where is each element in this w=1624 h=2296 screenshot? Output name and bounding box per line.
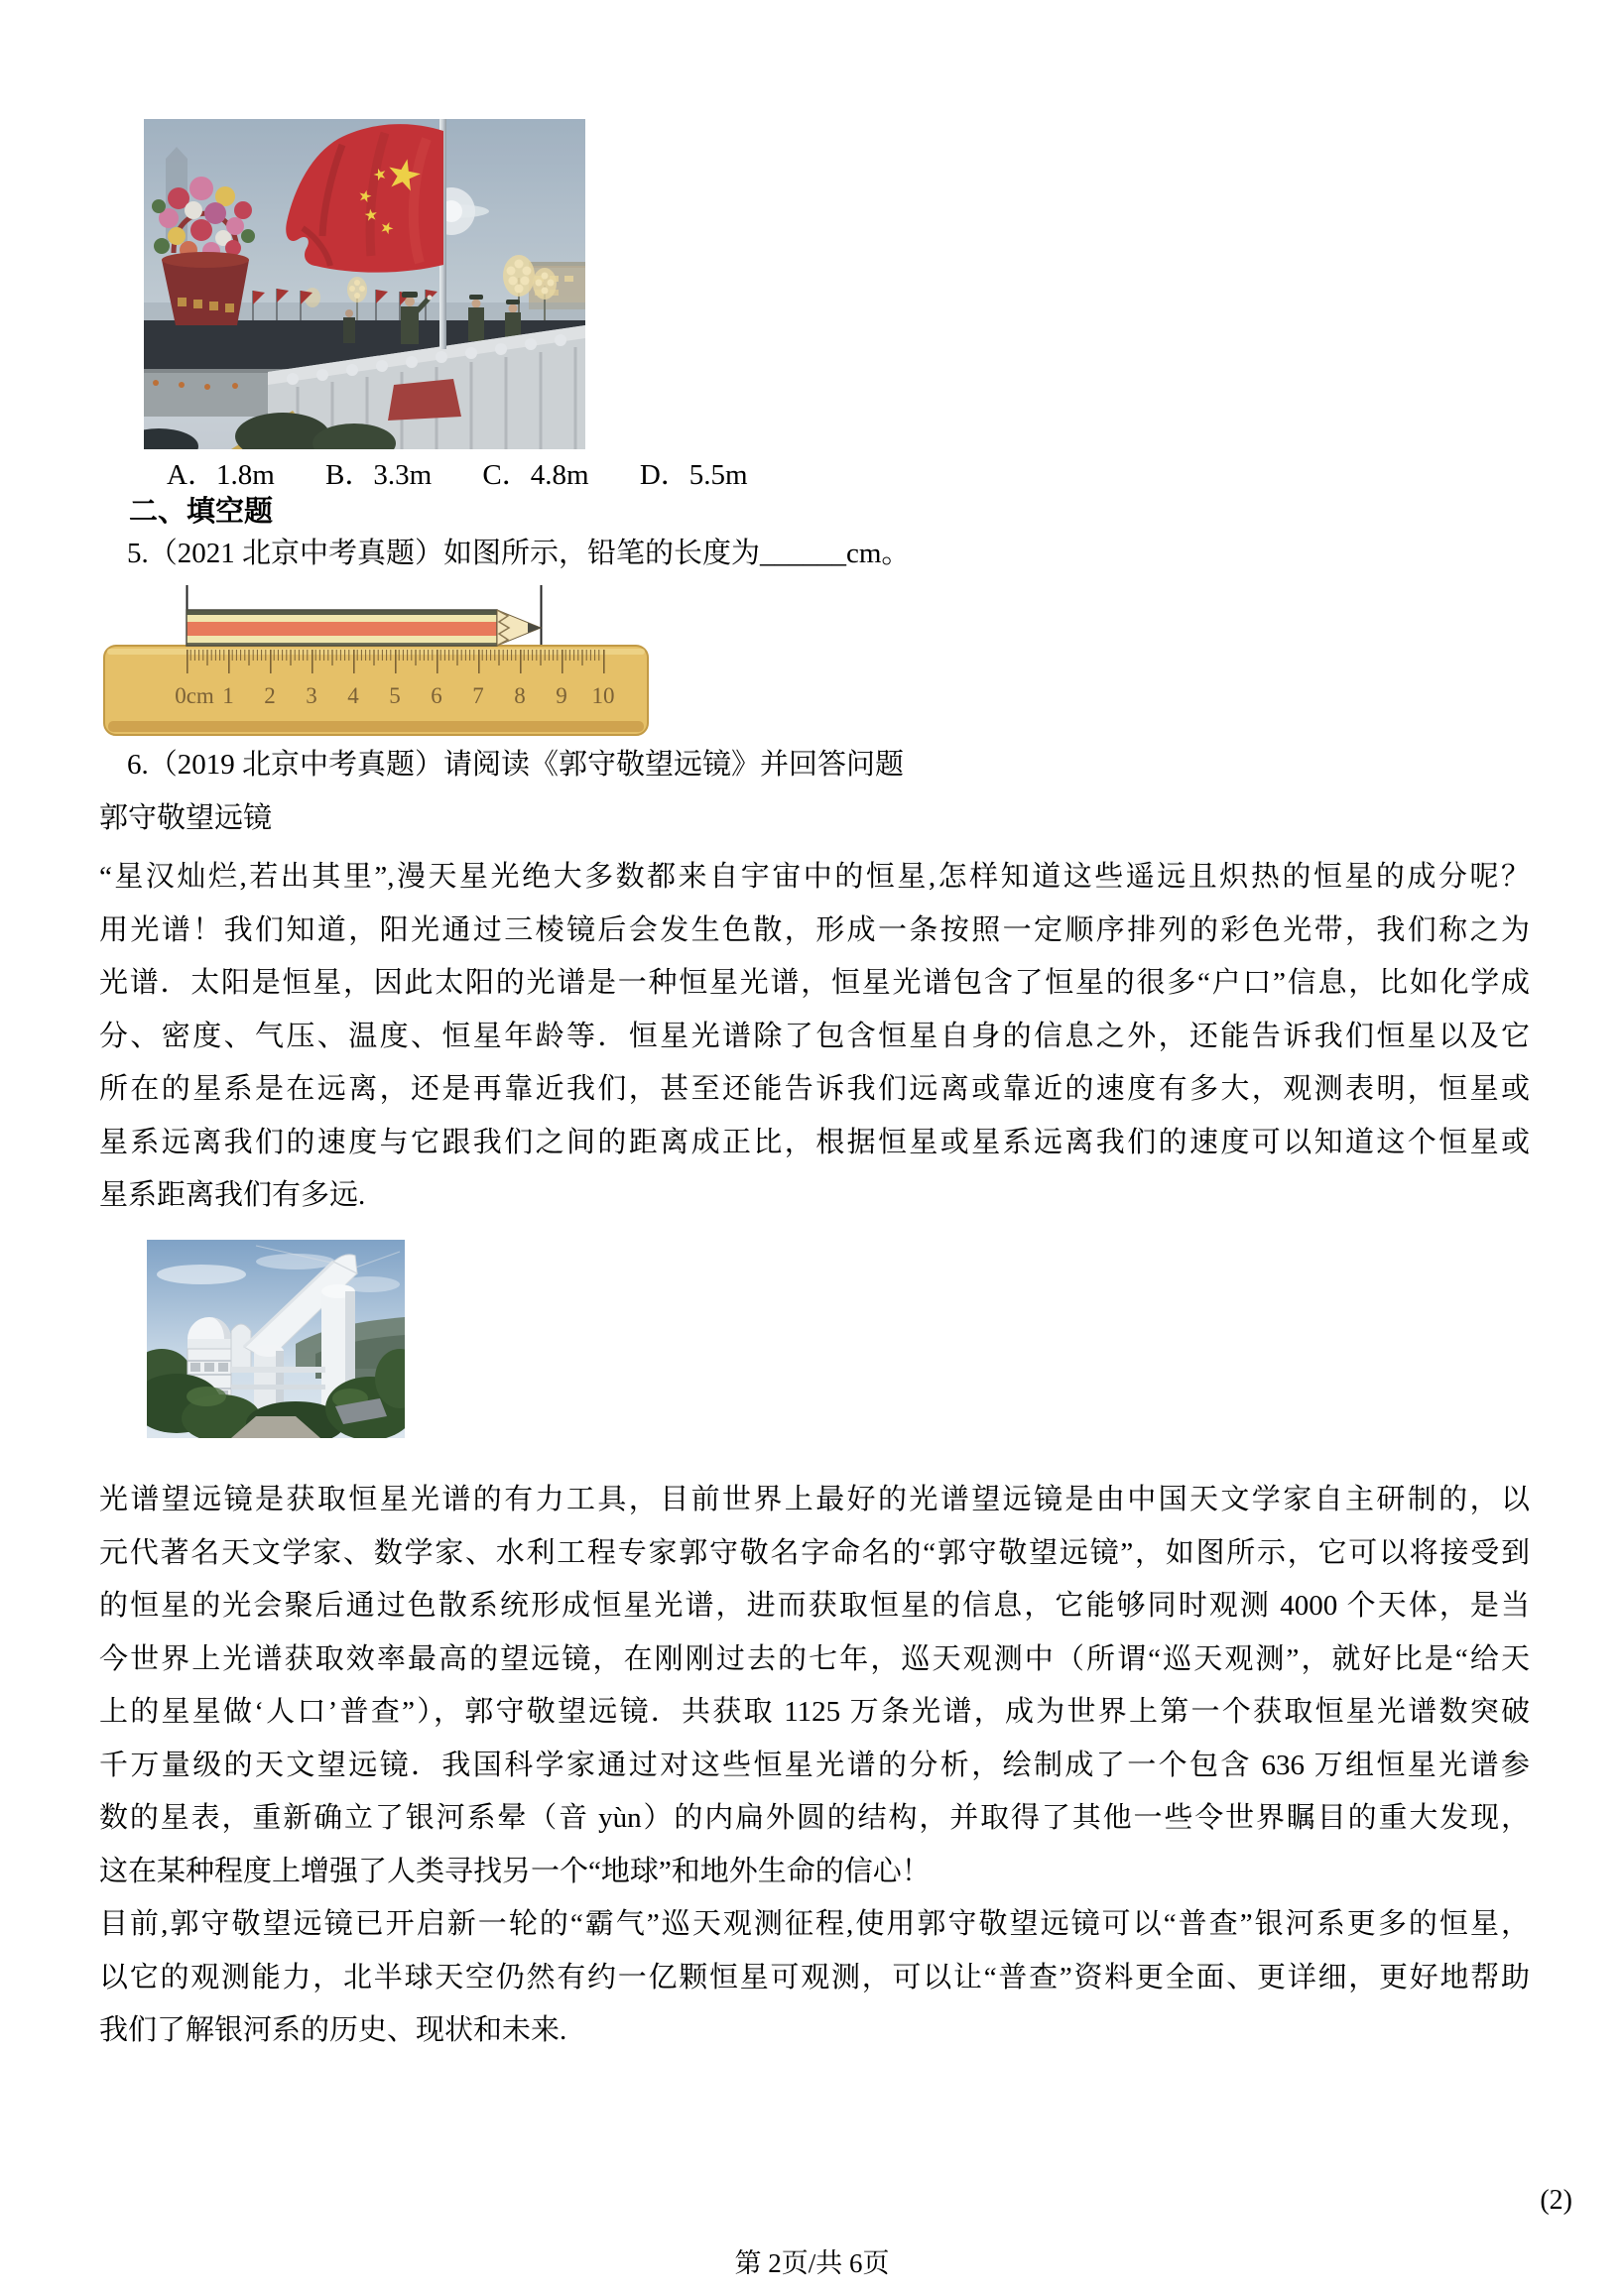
reading-line: 这在某种程度上增强了人类寻找另一个“地球”和地外生命的信心！ (99, 1855, 931, 1887)
ruler-label: 1 (222, 683, 234, 708)
reading-line: 千万量级的天文望远镜．我国科学家通过对这些恒星光谱的分析，绘制成了一个包含 636 万组恒星光谱参 (99, 1749, 1530, 1781)
ruler-label: 4 (347, 683, 359, 708)
reading-line: 星系远离我们的速度与它跟我们之间的距离成正比，根据恒星或星系远离我们的速度可以知道这个恒星或 (99, 1126, 1530, 1158)
ruler-label: 8 (514, 683, 526, 708)
option-b: B．3.3m (325, 459, 433, 491)
reading-line: 以它的观测能力，北半球天空仍然有约一亿颗恒星可观测，可以让“普查”资料更全面、更详细，更好地帮助 (99, 1961, 1530, 1994)
reading-line: 今世界上光谱获取效率最高的望远镜，在刚刚过去的七年，巡天观测中（所谓“巡天观测”，就好比是“给天 (99, 1642, 1530, 1675)
ruler-label: 10 (591, 683, 615, 708)
reading-line: 用光谱！我们知道，阳光通过三棱镜后会发生色散，形成一条按照一定顺序排列的彩色光带，我们称之为 (99, 913, 1530, 946)
option-a: A．1.8m (167, 459, 275, 491)
reading-paragraph-2 (99, 1474, 1530, 2058)
reading-line: 分、密度、气压、温度、恒星年龄等．恒星光谱除了包含恒星自身的信息之外，还能告诉我们恒星以及它 (99, 1020, 1530, 1052)
reading-paragraph-1 (99, 851, 1530, 1223)
reading-line: 星系距离我们有多远. (99, 1179, 366, 1211)
option-c: C．4.8m (482, 459, 589, 491)
flag-photo-svg (144, 119, 585, 449)
telescope-photo (147, 1240, 405, 1438)
ruler-label: 3 (306, 683, 317, 708)
question-5-text: 5.（2021 北京中考真题）如图所示，铅笔的长度为______cm。 (127, 538, 911, 569)
pencil-graphite (528, 623, 541, 633)
reading-line: 数的星表，重新确立了银河系晕（音 yùn）的内扁外圆的结构，并取得了其他一些令世界瞩目的重大发现， (99, 1802, 1530, 1834)
page-corner-number: (2) (1540, 2185, 1572, 2216)
question-6-text: 6.（2019 北京中考真题）请阅读《郭守敬望远镜》并回答问题 (127, 749, 905, 781)
ruler-label: 9 (556, 683, 567, 708)
telescope-svg (147, 1240, 405, 1438)
haze-overlay (144, 119, 585, 449)
reading-line: 光谱望远镜是获取恒星光谱的有力工具，目前世界上最好的光谱望远镜是由中国天文学家自主研制的，以 (99, 1484, 1530, 1515)
pencil (187, 610, 541, 646)
ruler-label: 6 (431, 683, 442, 708)
ruler-svg (102, 580, 650, 739)
reading-line: 光谱．太阳是恒星，因此太阳的光谱是一种恒星光谱，恒星光谱包含了恒星的很多“户口”信息，比如化学成 (99, 967, 1530, 999)
flag-raising-photo (144, 119, 585, 449)
section-heading: 二、填空题 (129, 496, 274, 528)
reading-title: 郭守敬望远镜 (99, 802, 273, 834)
reading-line: 我们了解银河系的历史、现状和未来. (99, 2014, 567, 2046)
q4-options-row (167, 456, 792, 495)
reading-line: “星汉灿烂,若出其里”,漫天星光绝大多数都来自宇宙中的恒星,怎样知道这些遥远且炽热的恒星的成分呢？ (99, 861, 1530, 893)
reading-line: 目前,郭守敬望远镜已开启新一轮的“霸气”巡天观测征程,使用郭守敬望远镜可以“普查”银河系更多的恒星， (99, 1908, 1530, 1940)
ruler-label: 7 (472, 683, 484, 708)
ruler-label-0cm: 0cm (175, 683, 214, 708)
reading-line: 上的星星做‘人口’普查”），郭守敬望远镜．共获取 1125 万条光谱，成为世界上第一个获取恒星光谱数突破 (99, 1696, 1530, 1728)
reading-line: 的恒星的光会聚后通过色散系统形成恒星光谱，进而获取恒星的信息，它能够同时观测 4000 个天体，是当 (99, 1590, 1530, 1622)
ruler-label: 2 (264, 683, 276, 708)
page-footer: 第 2页/共 6页 (734, 2248, 890, 2278)
ruler-label: 5 (389, 683, 401, 708)
option-d: D．5.5m (639, 459, 748, 491)
ruler-pencil-figure (102, 580, 650, 739)
reading-line: 所在的星系是在远离，还是再靠近我们，甚至还能告诉我们远离或靠近的速度有多大，观测表明，恒星或 (99, 1073, 1530, 1105)
reading-line: 元代著名天文学家、数学家、水利工程专家郭守敬名字命名的“郭守敬望远镜”，如图所示，它可以将接受到 (99, 1536, 1530, 1569)
